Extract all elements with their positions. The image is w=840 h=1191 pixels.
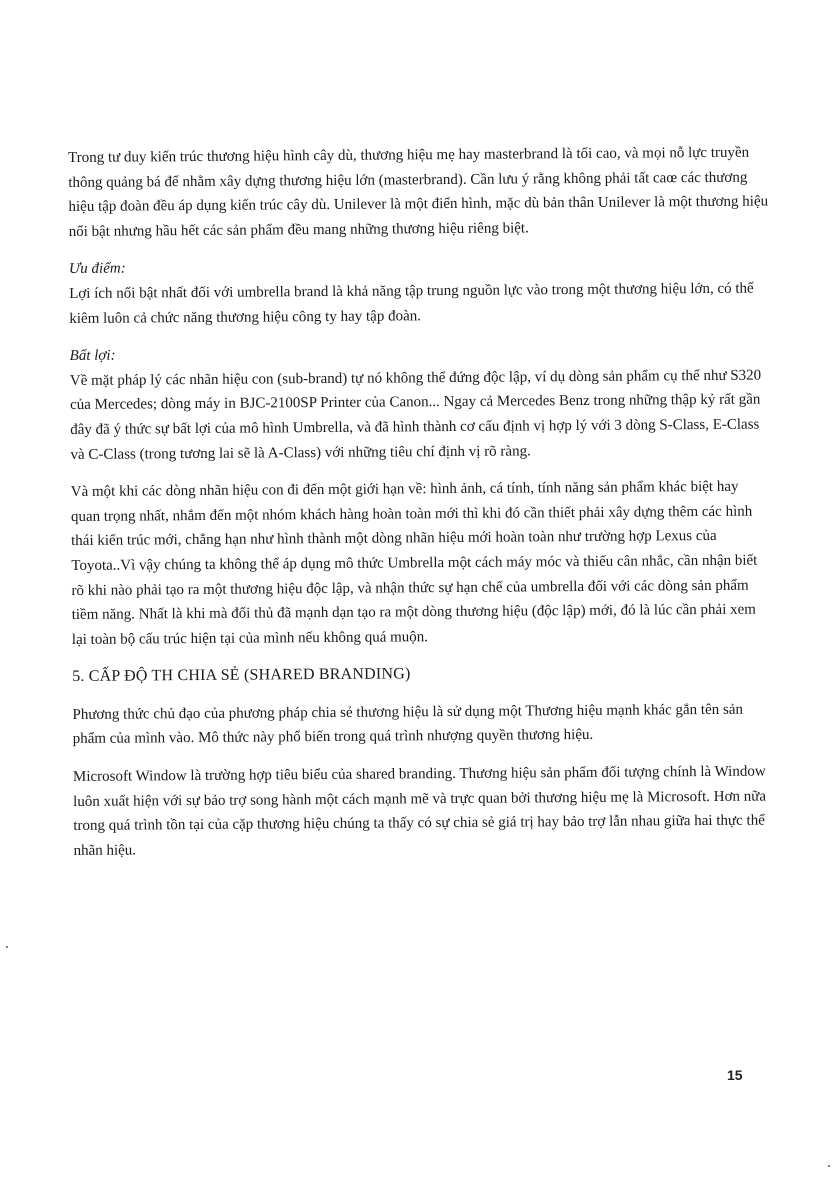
advantages-heading: Ưu điểm: (68, 260, 126, 278)
advantages-paragraph: Lợi ích nổi bật nhất đối với umbrella brand là khả năng tập trung nguồn lực vào trong một thương hiệu lớn, có thể kiêm luôn cả chức năng thương hiệu công ty hay tập đoàn. (69, 280, 754, 327)
page-body (68, 141, 774, 877)
shared-branding-paragraph: Phương thức chủ đạo của phương pháp chia sẻ thương hiệu là sử dụng một Thương hiệu mạnh khác gắn tên sản phẩm của mình vào. Mô thức này phổ biến trong quá trình nhượng quyền thương hiệu. (72, 701, 744, 748)
scan-speck-right (828, 1165, 830, 1167)
page-number: 15 (727, 1067, 743, 1083)
microsoft-example-paragraph: Microsoft Window là trường hợp tiêu biểu của shared branding. Thương hiệu sản phẩm đối tượng chính là Window luôn xuất hiện với sự bảo trợ song hành một cách mạnh mẽ và trực quan bởi thương hiệu mẹ là Microsoft. Hơn nữa trong quá trình tồn tại của cặp thương hiệu chúng ta thấy có sự chia sẻ giá trị hay bảo trợ lẫn nhau giữa hai thực thể nhãn hiệu. (72, 763, 767, 859)
limit-paragraph: Và một khi các dòng nhãn hiệu con đi đến một giới hạn về: hình ảnh, cá tính, tính năng sản phẩm khác biệt hay quan trọng nhất, nhắm đến một nhóm khách hàng hoàn toàn mới thì khi đó cần thiết phải xây dựng thêm các hình thái kiến trúc mới, chẳng hạn như hình thành một dòng nhãn hiệu mới hoàn toàn như trường hợp Lexus của Toyota..Vì vậy chúng ta không thể áp dụng mô thức Umbrella một cách máy móc và thiếu cân nhắc, cần nhận biết rõ khi nào phải tạo ra một thương hiệu độc lập, và nhận thức sự hạn chế của umbrella đối với các dòng sản phẩm tiềm năng. Nhất là khi mà đối thủ đã mạnh dạn tạo ra một dòng thương hiệu (độc lập) mới, đó là lúc cần phải xem lại toàn bộ cấu trúc hiện tại của mình nếu không quá muộn. (70, 478, 758, 648)
scan-speck-left (6, 946, 8, 948)
disadvantages-paragraph: Về mặt pháp lý các nhãn hiệu con (sub-brand) tự nó không thể đứng độc lập, ví dụ dòng sản phẩm cụ thể như S320 của Mercedes; dòng máy in BJC-2100SP Printer của Canon... Ngay cả Mercedes Benz trong những thập kỷ rất gần đây đã ý thức sự bất lợi của mô hình Umbrella, và đã hình thành cơ cấu định vị hợp lý với 3 dòng S-Class, E-Class và C-Class (trong tương lai sẽ là A-Class) với những tiêu chí định vị rõ ràng. (69, 367, 762, 463)
intro-paragraph: Trong tư duy kiến trúc thương hiệu hình cây dù, thương hiệu mẹ hay masterbrand là tối cao, và mọi nỗ lực truyền thông quảng bá để nhằm xây dựng thương hiệu lớn (masterbrand). Cần lưu ý rằng không phải tất caœ các thương hiệu tập đoàn đều áp dụng kiến trúc cây dù. Unilever là một điển hình, mặc dù bản thân Unilever là một thương hiệu nổi bật nhưng hầu hết các sản phẩm đều mang những thương hiệu riêng biệt. (68, 144, 769, 240)
disadvantages-heading: Bất lợi: (69, 347, 116, 365)
section-heading: 5. CẤP ĐỘ TH CHIA SẺ (SHARED BRANDING) (72, 665, 411, 686)
